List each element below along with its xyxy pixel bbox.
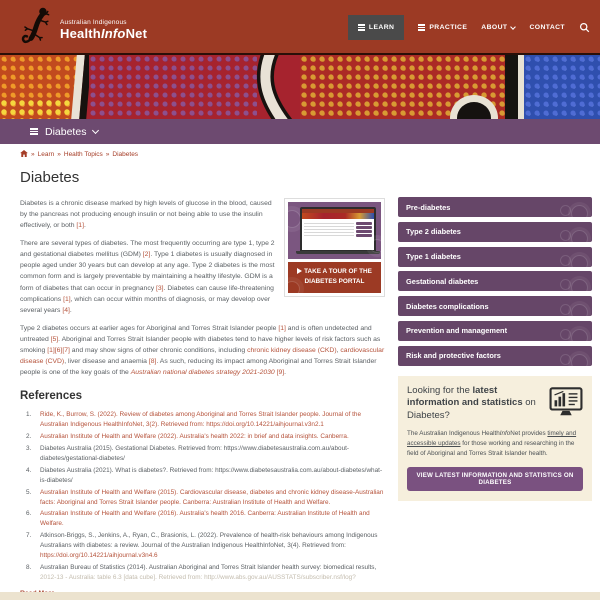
nav-about[interactable]: ABOUT	[481, 24, 515, 31]
reference-text: Diabetes Australia (2015). Gestational Diabetes. Retrieved from: https://www.diabetesaustralia.com.au/about-diabetes/gestational-diabetes/	[40, 444, 350, 462]
site-logo[interactable]	[20, 5, 147, 49]
gecko-logo-icon	[20, 5, 56, 49]
reference-item: 4. Diabetes Australia (2021). What is diabetes?. Retrieved from: https://www.diabetesaustralia.com.au/about-diabetes/what-is-diabetes/	[20, 466, 385, 486]
brand-title: HealthInfoNet	[60, 25, 148, 41]
sidebar-item-pre-diabetes[interactable]: Pre-diabetes	[398, 197, 592, 217]
search-icon[interactable]	[579, 22, 590, 33]
brand-tagline: Australian Indigenous	[60, 18, 127, 26]
tour-card	[284, 198, 385, 297]
reference-item: 6. Australian Institute of Health and Welfare (2016). Australia's health 2016. Canberra: Australian Institute of Health and Welfare.	[20, 509, 385, 529]
reference-text[interactable]: Australian Institute of Health and Welfare (2016). Australia's health 2016. Canberra: Australian Institute of Health and Welfare.	[40, 510, 370, 528]
info-box-body: The Australian Indigenous HealthInfoNet provides timely and accessible updates for those working and researching in the field of Aboriginal and Torres Strait Islander health.	[407, 430, 577, 457]
aboriginal-dot-painting-banner	[0, 55, 600, 119]
reference-item: 3. Diabetes Australia (2015). Gestational Diabetes. Retrieved from: https://www.diabetesaustralia.com.au/about-diabetes/gestational-diabetes/	[20, 444, 385, 464]
portal-preview-thumbnail	[288, 202, 381, 259]
breadcrumb-health-topics[interactable]: Health Topics	[63, 151, 103, 158]
page-title: Diabetes	[20, 169, 80, 186]
main-content	[0, 159, 600, 597]
reference-item: 7. Atkinson-Briggs, S., Jenkins, A., Ryan, C., Brasionis, L. (2022). Prevalence of health-risk behaviours among Indigenous Australians with diabetes: a review. Journal of the Australian Indigenous HealthInfoNet, 3(4). Retrieved from: https://doi.org/10.14221/aihjournal.v3n4.6	[20, 531, 385, 561]
brand-text	[60, 19, 147, 41]
reference-text: Diabetes Australia (2021). What is diabetes?. Retrieved from: https://www.diabetesaustralia.com.au/about-diabetes/what-is-diabetes/	[40, 466, 383, 484]
play-icon	[297, 268, 302, 274]
menu-icon	[358, 23, 365, 32]
intro-paragraph-1: Diabetes is a chronic disease marked by high levels of glucose in the blood, caused by the pancreas not producing enough insulin or not being able to use the insulin effectively, or both [1].	[20, 200, 272, 230]
menu-icon	[418, 23, 425, 32]
references-heading: References	[20, 390, 83, 403]
info-box-title: Looking for the latest information and statistics on Diabetes?	[407, 384, 536, 421]
menu-icon	[30, 127, 38, 136]
article-column	[20, 159, 385, 597]
nav-practice[interactable]: PRACTICE	[418, 23, 467, 32]
take-tour-button[interactable]: TAKE A TOUR OF THE DIABETES PORTAL	[288, 262, 381, 293]
breadcrumb-learn[interactable]: Learn	[37, 151, 55, 158]
reference-text[interactable]: Australian Institute of Health and Welfare (2022). Australia's health 2022: in brief and data insights. Canberra.	[40, 433, 349, 441]
intro-paragraph-3: Type 2 diabetes occurs at earlier ages for Aboriginal and Torres Strait Islander people [1] and is often undetected and untreated [5]. Aboriginal and Torres Strait Islander people with diabetes tend to have higher levels of risk factors such as smoking [1][6][7] and may show signs of other chronic conditions, including chronic kidney disease (CKD), cardiovascular disease (CVD), liver disease and anaemia [8]. As such, reducing its impact among Aboriginal and Torres Strait Islander people is one of the key goals of the Australian national diabetes strategy 2021-2030 [9].	[20, 324, 385, 377]
sidebar-item-type-1-diabetes[interactable]: Type 1 diabetes	[398, 247, 592, 267]
reference-item: 8. Australian Bureau of Statistics (2014). Australian Aboriginal and Torres Strait Islander health survey: biomedical results, 2012-13 - Australia: table 6.3 [data cube]. Retrieved from: http://www.abs.gov.au/AUSSTATS/subscriber.nsf/log?	[20, 563, 385, 583]
sidebar-item-diabetes-complications[interactable]: Diabetes complications	[398, 296, 592, 316]
site-header	[0, 0, 600, 55]
reference-text[interactable]: Atkinson-Briggs, S., Jenkins, A., Ryan, C., Brasionis, L. (2022). Prevalence of health-risk behaviours among Indigenous Australians with diabetes: a review. Journal of the Australian Indigenous HealthInfoNet, 3(4). Retrieved from: https://doi.org/10.14221/aihjournal.v3n4.6	[40, 532, 378, 560]
chevron-down-icon	[92, 126, 99, 133]
laptop-mockup	[300, 207, 376, 254]
sidebar-item-risk-and-protective-factors[interactable]: Risk and protective factors	[398, 346, 592, 366]
nav-learn[interactable]: LEARN	[348, 15, 404, 40]
breadcrumb: » Learn » Health Topics » Diabetes	[0, 144, 600, 159]
topic-title: Diabetes	[45, 125, 87, 138]
reference-text[interactable]: Australian Institute of Health and Welfare (2015). Cardiovascular disease, diabetes and chronic kidney disease-Australian facts: Aboriginal and Torres Strait Islander people. Canberra: Australian Institute of Health and Welfare.	[40, 488, 384, 506]
statistics-monitor-icon	[549, 387, 583, 423]
footer-strip	[0, 592, 600, 600]
stats-info-box	[398, 376, 592, 501]
sidebar	[398, 159, 592, 597]
reference-item: 1. Ride, K., Burrow, S. (2022). Review of diabetes among Aboriginal and Torres Strait Islander people. Journal of the Australian Indigenous HealthInfoNet, 3(2). Retrieved from: https://doi.org/10.14221/aihjournal.v3n2.1	[20, 410, 385, 430]
sidebar-item-prevention-and-management[interactable]: Prevention and management	[398, 321, 592, 341]
reference-item: 5. Australian Institute of Health and Welfare (2015). Cardiovascular disease, diabetes and chronic kidney disease-Australian facts: Aboriginal and Torres Strait Islander people. Canberra: Australian Institute of Health and Welfare.	[26, 488, 384, 506]
sidebar-item-gestational-diabetes[interactable]: Gestational diabetes	[398, 271, 592, 291]
topic-dropdown-bar[interactable]	[0, 119, 600, 144]
reference-text[interactable]: Ride, K., Burrow, S. (2022). Review of diabetes among Aboriginal and Torres Strait Islander people. Journal of the Australian Indigenous HealthInfoNet, 3(2). Retrieved from: https://doi.org/10.14221/aihjournal.v3n2.1	[40, 411, 362, 429]
main-nav	[348, 0, 590, 55]
reference-item: 2. Australian Institute of Health and Welfare (2022). Australia's health 2022: in brief and data insights. Canberra.	[20, 432, 385, 442]
breadcrumb-diabetes[interactable]: Diabetes	[112, 151, 139, 158]
nav-contact[interactable]: CONTACT	[529, 24, 565, 31]
reference-text: Australian Bureau of Statistics (2014). Australian Aboriginal and Torres Strait Islander health survey: biomedical results, 2012-13 - Australia: table 6.3 [data cube]. Retrieved from: http://www.abs.gov.au/AUSSTATS/subscriber.nsf/log?	[40, 564, 377, 581]
view-statistics-button[interactable]: VIEW LATEST INFORMATION AND STATISTICS ON DIABETES	[407, 467, 583, 491]
sidebar-item-type-2-diabetes[interactable]: Type 2 diabetes	[398, 222, 592, 242]
intro-paragraph-2: There are several types of diabetes. The most frequently occurring are type 1, type 2 and gestational diabetes mellitus (GDM) [2]. Type 1 diabetes is usually diagnosed in people aged under 30 years but can develop at any age. Type 2 diabetes is the most common form and is largely preventable by maintaining a healthy lifestyle. GDM is a form of diabetes that can occur in pregnancy [3]. Diabetes can cause life-threatening complications [1], which can occur within months of diagnosis, or may develop over several years [4].	[20, 240, 275, 314]
home-icon[interactable]	[20, 150, 28, 159]
chevron-down-icon	[511, 24, 517, 30]
